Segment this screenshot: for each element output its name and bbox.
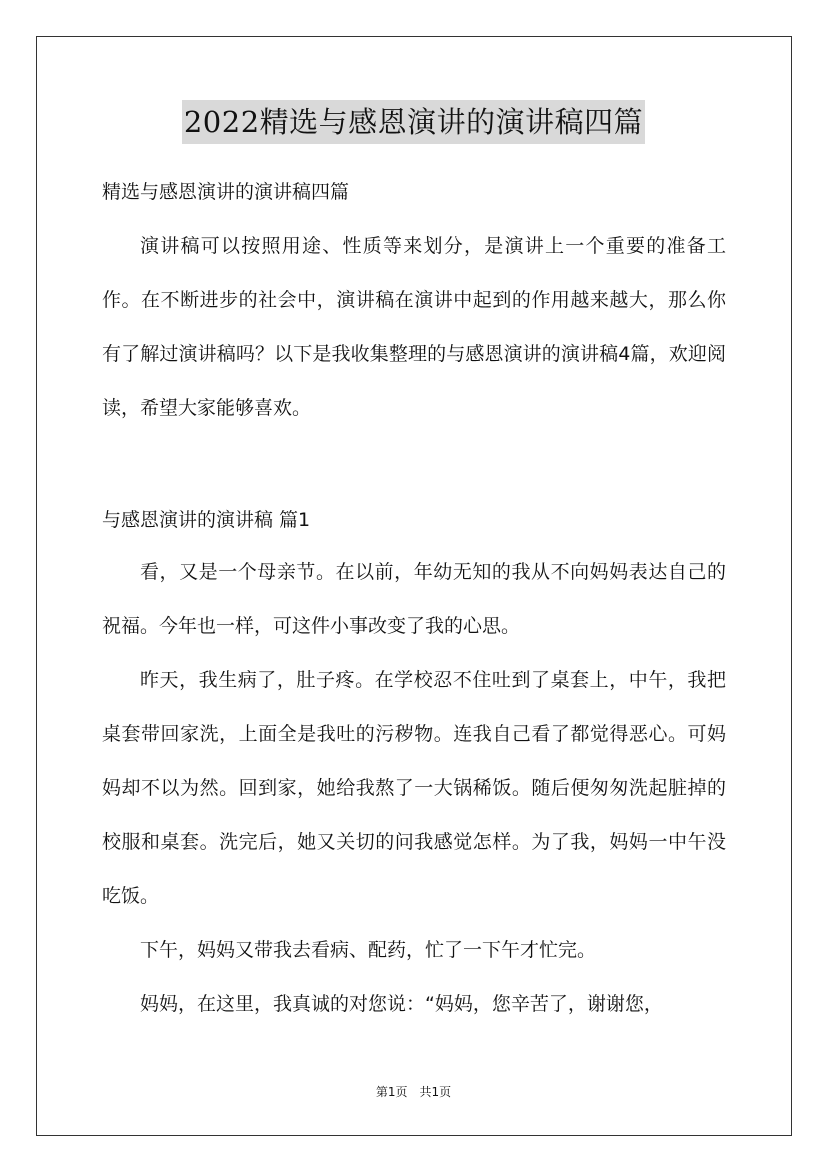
intro-paragraph: 演讲稿可以按照用途、性质等来划分，是演讲上一个重要的准备工作。在不断进步的社会中，演讲稿在演讲中起到的作用越来越大，那么你有了解过演讲稿吗？以下是我收集整理的与感恩演讲的演讲稿4篇，欢迎阅读，希望大家能够喜欢。 [102,235,726,419]
body-paragraph: 看，又是一个母亲节。在以前，年幼无知的我从不向妈妈表达自己的祝福。今年也一样，可这件小事改变了我的心思。 [102,561,726,637]
body-paragraph: 昨天，我生病了，肚子疼。在学校忍不住吐到了桌套上，中午，我把桌套带回家洗，上面全是我吐的污秽物。连我自己看了都觉得恶心。可妈妈却不以为然。回到家，她给我熬了一大锅稀饭。随后便匆匆洗起脏掉的校服和桌套。洗完后，她又关切的问我感觉怎样。为了我，妈妈一中午没吃饭。 [102,669,726,907]
intro-block [102,219,726,435]
document-title-wrap [0,100,827,144]
section-heading-block [102,506,726,534]
body-block [102,545,726,1031]
body-paragraph: 妈妈，在这里，我真诚的对您说：“妈妈，您辛苦了，谢谢您， [140,993,663,1015]
body-paragraph: 下午，妈妈又带我去看病、配药，忙了一下午才忙完。 [140,939,597,961]
page-footer [0,1083,827,1100]
page-number-current: 第1页 [375,1085,408,1099]
subtitle-block [102,178,726,206]
section-heading: 与感恩演讲的演讲稿 篇1 [102,509,311,531]
document-subtitle: 精选与感恩演讲的演讲稿四篇 [102,181,350,203]
page-number-total: 共1页 [419,1085,452,1099]
document-title: 2022精选与感恩演讲的演讲稿四篇 [182,100,645,144]
